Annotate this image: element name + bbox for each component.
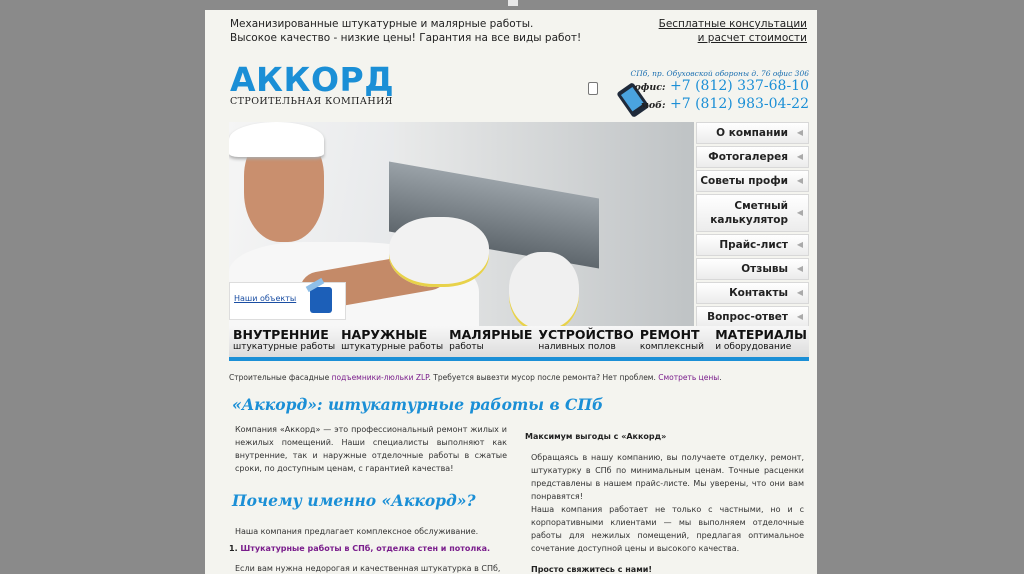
tagline-line2: Высокое качество - низкие цены! Гарантия на все виды работ! — [230, 32, 582, 44]
service-title[interactable]: РЕМОНТ — [639, 327, 700, 342]
nav-item-label[interactable]: Фотогалерея — [708, 151, 788, 163]
list-item-link[interactable]: Штукатурные работы в СПб, отделка стен и потолка. — [240, 544, 491, 553]
mobile-phone-line — [630, 96, 809, 114]
objects-link[interactable]: Наши объекты — [234, 294, 297, 303]
arrow-left-icon: ◀ — [796, 240, 803, 249]
benefits-title: Максимум выгоды с «Аккорд» — [525, 432, 667, 441]
service-subtitle[interactable]: работы — [449, 342, 484, 352]
tagline — [230, 17, 581, 45]
offer-text: Наша компания предлагает комплексное обслуживание. — [235, 527, 479, 536]
benefits-column — [525, 432, 804, 574]
benefits-paragraph: Наша компания работает не только с частными, но и с корпоративными клиентами — мы выполняем отделочные работы для нежилых помещений, предлагая оптимальное сочетание доступной цены и высокого качества. — [531, 505, 804, 553]
service-title[interactable]: МАТЕРИАЛЫ — [715, 327, 807, 342]
top-tab — [508, 0, 518, 6]
logo-title[interactable]: АККОРД — [230, 60, 395, 99]
lifts-link[interactable]: подъемники-люльки ZLP — [331, 373, 429, 382]
benefits-paragraph: Обращаясь в нашу компанию, вы получаете отделку, ремонт, штукатурку в СПб по минимальным ценам. Точные расценки представлены в нашем прайс-листе. Мы уверены, что они вам понравятся! — [531, 453, 804, 501]
office-phone-line — [630, 78, 809, 96]
office-label: офис: — [634, 82, 666, 93]
arrow-left-icon: ◀ — [796, 176, 803, 185]
nav-item-reviews[interactable] — [696, 258, 809, 280]
service-subtitle[interactable]: штукатурные работы — [341, 342, 444, 352]
nav-item-label[interactable]: Вопрос-ответ — [707, 311, 788, 323]
arrow-left-icon: ◀ — [796, 152, 803, 161]
nav-item-tips[interactable] — [696, 170, 809, 192]
service-title[interactable]: ВНУТРЕННИЕ — [233, 327, 329, 342]
cheap-text: Если вам нужна недорогая и качественная штукатурка в СПб, — [235, 564, 501, 573]
nav-item-faq[interactable] — [696, 306, 809, 328]
nav-item-calculator[interactable] — [696, 194, 809, 232]
nav-item-about[interactable] — [696, 122, 809, 144]
hero-cap — [229, 122, 324, 157]
intro-text: Компания «Аккорд» — это профессиональный ремонт жилых и нежилых помещений. Наши специалисты выполняют как внутренние, так и наружные отделочные работы в сжатые сроки, по доступным ценам, с гарантией качества! — [235, 425, 507, 473]
service-painting[interactable] — [445, 326, 534, 361]
arrow-left-icon: ◀ — [796, 128, 803, 137]
paint-bucket-icon — [310, 287, 332, 313]
contacts — [630, 69, 809, 114]
service-subtitle[interactable]: наливных полов — [538, 342, 616, 352]
mobile-label: моб: — [639, 100, 666, 111]
nav-item-label[interactable]: Прайс-лист — [719, 239, 788, 251]
service-repair[interactable] — [636, 326, 711, 361]
service-external[interactable] — [337, 326, 445, 361]
tagline-line1: Механизированные штукатурные и малярные работы. — [230, 18, 534, 30]
nav-item-label[interactable]: Советы профи — [700, 175, 788, 187]
notice-text2: . Требуется вывезти мусор после ремонта? Нет проблем. — [428, 373, 659, 382]
section-heading: Почему именно «Аккорд»? — [232, 491, 476, 510]
notice-text3: . — [719, 373, 722, 382]
service-subtitle[interactable]: и оборудование — [715, 342, 792, 352]
service-title[interactable]: УСТРОЙСТВО — [538, 327, 634, 342]
page — [205, 10, 817, 574]
arrow-left-icon: ◀ — [796, 288, 803, 297]
arrow-left-icon: ◀ — [796, 264, 803, 273]
nav-item-prices[interactable] — [696, 234, 809, 256]
service-subtitle[interactable]: комплексный — [639, 342, 704, 352]
office-phone[interactable]: +7 (812) 337-68-10 — [670, 78, 809, 94]
nav-item-label[interactable]: Отзывы — [741, 263, 788, 275]
logo-subtitle: СТРОИТЕЛЬНАЯ КОМПАНИЯ — [230, 96, 393, 107]
notice — [229, 373, 722, 382]
nav-item-label[interactable]: Контакты — [729, 287, 788, 299]
service-materials[interactable] — [711, 326, 809, 361]
logo[interactable] — [230, 62, 394, 107]
service-title[interactable]: МАЛЯРНЫЕ — [449, 327, 533, 342]
benefits-cta: Просто свяжитесь с нами! — [531, 565, 652, 574]
checkbox-icon[interactable] — [588, 82, 598, 95]
prices-link[interactable]: Смотреть цены — [658, 373, 720, 382]
nav-item-gallery[interactable] — [696, 146, 809, 168]
arrow-left-icon: ◀ — [796, 312, 803, 321]
nav-item-contacts[interactable] — [696, 282, 809, 304]
notice-text1: Строительные фасадные — [229, 373, 332, 382]
address: СПб, пр. Обуховской обороны д. 76 офис 306 — [630, 69, 809, 78]
list-item[interactable] — [229, 544, 490, 553]
hero-glove-right — [509, 252, 579, 332]
benefits-body — [525, 451, 804, 555]
side-nav — [696, 122, 809, 330]
arrow-left-icon: ◀ — [796, 208, 803, 217]
hero-image — [229, 122, 694, 333]
nav-item-label[interactable]: О компании — [716, 127, 788, 139]
consult-line2[interactable]: и расчет стоимости — [697, 32, 807, 44]
list-item-number: 1. — [229, 544, 241, 553]
service-subtitle[interactable]: штукатурные работы — [233, 342, 336, 352]
service-floors[interactable] — [534, 326, 635, 361]
hero-glove-left — [389, 217, 489, 287]
service-title[interactable]: НАРУЖНЫЕ — [341, 327, 428, 342]
page-title: «Аккорд»: штукатурные работы в СПб — [232, 395, 604, 414]
consult-line1[interactable]: Бесплатные консультации — [658, 18, 807, 30]
service-internal[interactable] — [229, 326, 337, 361]
objects-banner[interactable] — [229, 282, 346, 320]
consult-link[interactable] — [659, 17, 807, 45]
services-bar — [229, 326, 809, 361]
mobile-phone[interactable]: +7 (812) 983-04-22 — [670, 96, 809, 112]
nav-item-label[interactable]: Сметный калькулятор — [710, 200, 788, 226]
